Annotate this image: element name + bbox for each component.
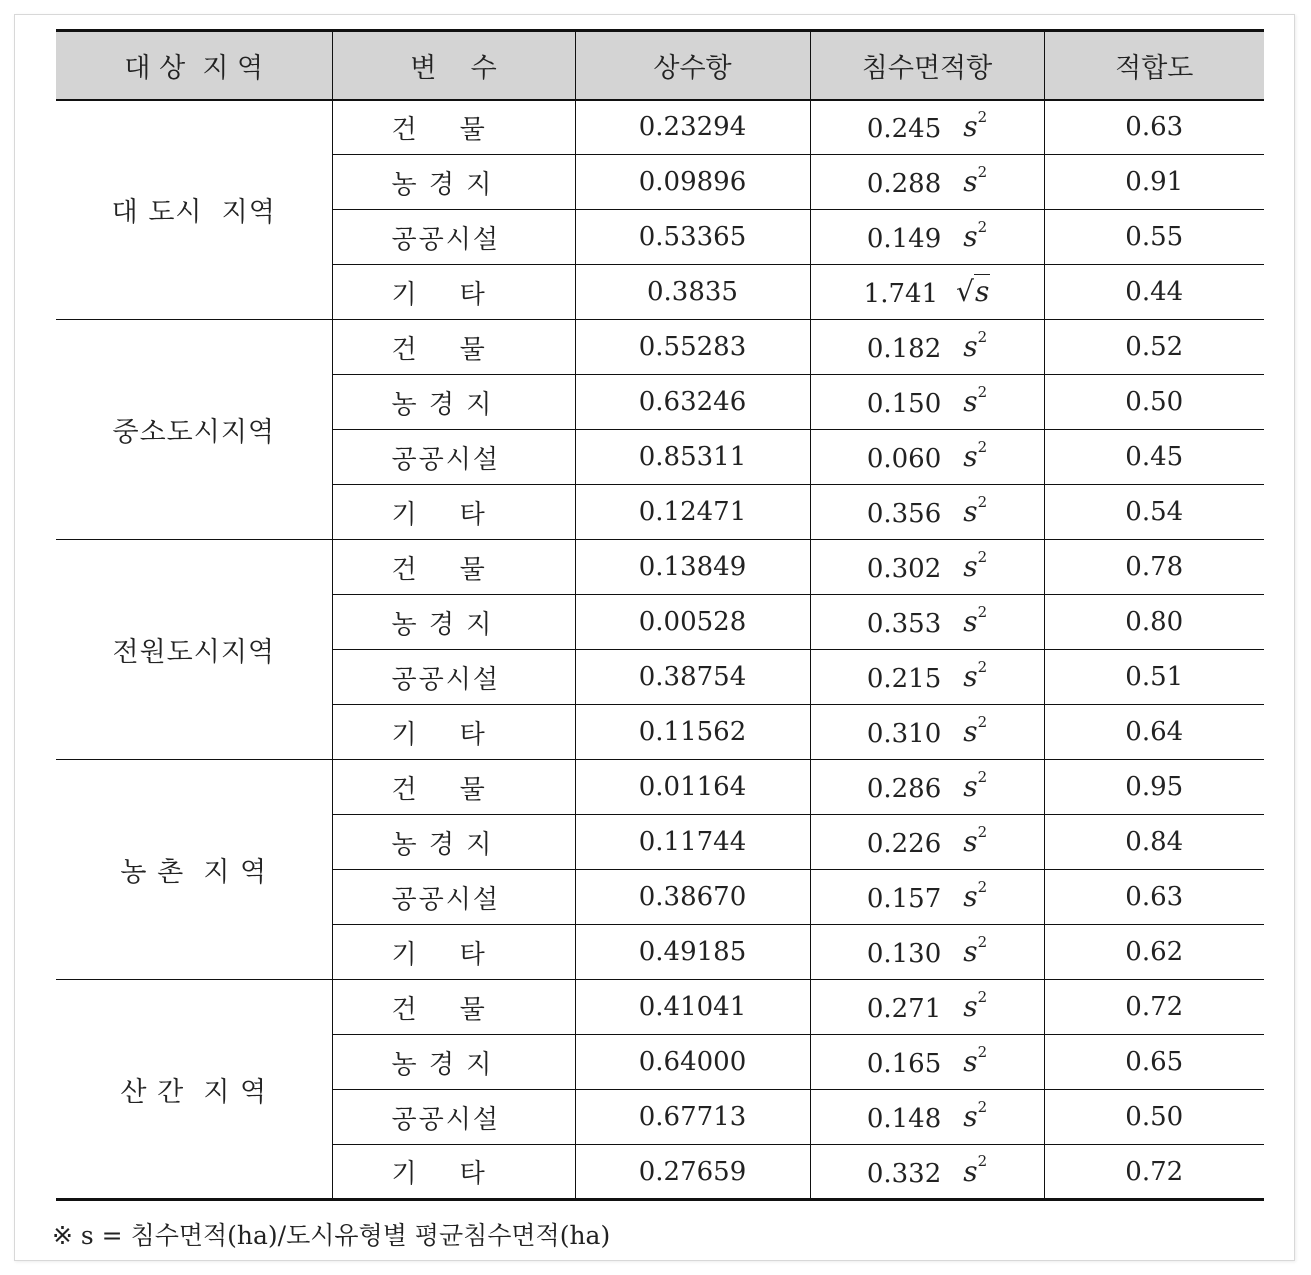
constant-cell: 0.3835 <box>575 265 810 320</box>
constant-cell: 0.00528 <box>575 595 810 650</box>
variable-cell <box>332 430 575 485</box>
s-base: s <box>963 770 978 803</box>
coefficient: 0.353 <box>866 609 942 639</box>
constant-cell: 0.13849 <box>575 540 810 595</box>
coefficient: 0.149 <box>866 224 942 254</box>
region-cell: 산 간 지 역 <box>56 980 332 1200</box>
area-term-cell <box>810 870 1044 925</box>
constant-cell: 0.53365 <box>575 210 810 265</box>
coefficient: 0.226 <box>866 829 942 859</box>
s-squared-symbol <box>963 1097 988 1133</box>
variable-cell <box>332 705 575 760</box>
constant-cell: 0.09896 <box>575 155 810 210</box>
s-exponent: 2 <box>977 1152 988 1171</box>
s-base: s <box>963 330 978 363</box>
s-squared-symbol <box>963 327 988 363</box>
fit-cell: 0.80 <box>1044 595 1264 650</box>
variable-label: 공공시설 <box>391 664 500 695</box>
variable-label: 건 물 <box>391 554 487 585</box>
area-term-cell <box>810 540 1044 595</box>
s-exponent: 2 <box>977 877 988 896</box>
coefficient: 0.215 <box>866 664 942 694</box>
s-exponent: 2 <box>977 437 988 456</box>
area-term-cell <box>810 705 1044 760</box>
variable-cell <box>332 760 575 815</box>
fit-cell: 0.50 <box>1044 375 1264 430</box>
variable-cell <box>332 540 575 595</box>
constant-cell: 0.41041 <box>575 980 810 1035</box>
fit-cell: 0.52 <box>1044 320 1264 375</box>
fit-cell: 0.64 <box>1044 705 1264 760</box>
s-squared-symbol <box>963 822 988 858</box>
header-constant: 상수항 <box>575 31 810 100</box>
constant-cell: 0.01164 <box>575 760 810 815</box>
s-base: s <box>963 1154 978 1188</box>
fit-cell: 0.62 <box>1044 925 1264 980</box>
constant-cell: 0.38754 <box>575 650 810 705</box>
coefficient: 0.286 <box>866 774 942 804</box>
area-term-cell <box>810 210 1044 265</box>
s-exponent: 2 <box>977 162 988 181</box>
s-squared-symbol <box>963 492 988 528</box>
variable-label: 건 물 <box>391 114 487 145</box>
s-squared-symbol <box>963 547 988 583</box>
variable-label: 농 경 지 <box>391 1049 494 1080</box>
area-term-cell <box>810 430 1044 485</box>
s-exponent: 2 <box>977 1097 988 1116</box>
s-base: s <box>963 550 978 583</box>
s-base: s <box>963 880 978 913</box>
s-exponent: 2 <box>977 1042 988 1061</box>
fit-cell: 0.54 <box>1044 485 1264 540</box>
fit-cell: 0.84 <box>1044 815 1264 870</box>
header-fit: 적합도 <box>1044 31 1264 100</box>
area-term-cell <box>810 815 1044 870</box>
fit-cell: 0.78 <box>1044 540 1264 595</box>
s-squared-symbol <box>963 932 988 968</box>
variable-label: 공공시설 <box>391 1104 500 1135</box>
s-exponent: 2 <box>977 822 988 841</box>
variable-cell <box>332 155 575 210</box>
variable-cell <box>332 210 575 265</box>
s-base: s <box>963 220 978 253</box>
s-squared-symbol <box>963 162 988 198</box>
fit-cell: 0.63 <box>1044 870 1264 925</box>
region-cell: 중소도시지역 <box>56 320 332 540</box>
constant-cell: 0.11744 <box>575 815 810 870</box>
header-area-term: 침수면적항 <box>810 31 1044 100</box>
area-term-cell <box>810 1145 1044 1200</box>
variable-label: 농 경 지 <box>391 609 494 640</box>
variable-label: 건 물 <box>391 334 487 365</box>
region-cell: 전원도시지역 <box>56 540 332 760</box>
s-base: s <box>963 1045 978 1078</box>
header-variable: 변 수 <box>332 31 575 100</box>
area-term-cell <box>810 155 1044 210</box>
table-row <box>56 100 1264 155</box>
s-squared-symbol <box>963 657 988 693</box>
fit-cell: 0.65 <box>1044 1035 1264 1090</box>
coefficient: 0.302 <box>866 554 942 584</box>
s-squared-symbol <box>963 602 988 638</box>
variable-cell <box>332 815 575 870</box>
coefficient: 0.245 <box>866 114 942 145</box>
s-squared-symbol <box>963 712 988 748</box>
s-base: s <box>963 715 978 748</box>
constant-cell: 0.27659 <box>575 1145 810 1200</box>
s-base: s <box>963 605 978 638</box>
coefficient: 0.148 <box>866 1104 942 1134</box>
constant-cell: 0.55283 <box>575 320 810 375</box>
coefficient: 0.332 <box>866 1158 942 1189</box>
variable-label: 건 물 <box>391 774 487 805</box>
fit-cell: 0.55 <box>1044 210 1264 265</box>
area-term-cell <box>810 980 1044 1035</box>
coefficient: 0.271 <box>866 994 942 1024</box>
coefficient: 0.060 <box>866 444 942 474</box>
header-region: 대 상 지 역 <box>56 31 332 100</box>
coefficient: 0.150 <box>866 389 942 419</box>
variable-label: 기 타 <box>391 499 487 530</box>
variable-cell <box>332 1035 575 1090</box>
variable-cell <box>332 375 575 430</box>
s-exponent: 2 <box>977 217 988 236</box>
s-squared-symbol <box>963 1152 988 1188</box>
s-exponent: 2 <box>977 932 988 951</box>
variable-label: 농 경 지 <box>391 169 494 200</box>
area-term-cell <box>810 1035 1044 1090</box>
variable-label: 공공시설 <box>391 884 500 915</box>
area-term-cell <box>810 485 1044 540</box>
coefficient: 0.130 <box>866 939 942 969</box>
s-base: s <box>963 935 978 968</box>
s-base: s <box>963 660 978 693</box>
area-term-cell <box>810 100 1044 155</box>
area-term-cell <box>810 760 1044 815</box>
s-squared-symbol <box>963 107 988 144</box>
fit-cell: 0.72 <box>1044 980 1264 1035</box>
variable-cell <box>332 595 575 650</box>
fit-cell: 0.72 <box>1044 1145 1264 1200</box>
s-exponent: 2 <box>977 107 988 126</box>
fit-cell: 0.95 <box>1044 760 1264 815</box>
radical-argument: s <box>974 275 990 308</box>
table-row <box>56 320 1264 375</box>
coefficient: 0.157 <box>866 884 942 914</box>
table-row <box>56 760 1264 815</box>
s-base: s <box>963 825 978 858</box>
constant-cell: 0.64000 <box>575 1035 810 1090</box>
coefficient: 0.310 <box>866 719 942 749</box>
s-base: s <box>963 440 978 473</box>
s-squared-symbol <box>963 767 988 803</box>
constant-cell: 0.38670 <box>575 870 810 925</box>
s-exponent: 2 <box>977 987 988 1006</box>
radical-sign: √ <box>956 275 974 308</box>
s-base: s <box>963 385 978 418</box>
s-exponent: 2 <box>977 712 988 731</box>
variable-cell <box>332 980 575 1035</box>
constant-cell: 0.85311 <box>575 430 810 485</box>
variable-label: 농 경 지 <box>391 389 494 420</box>
constant-cell: 0.67713 <box>575 1090 810 1145</box>
s-squared-symbol <box>963 987 988 1023</box>
s-squared-symbol <box>963 382 988 418</box>
s-exponent: 2 <box>977 327 988 346</box>
constant-cell: 0.49185 <box>575 925 810 980</box>
coefficient: 0.288 <box>866 169 942 199</box>
s-base: s <box>963 1100 978 1133</box>
header-row <box>56 31 1264 100</box>
footnote: ※ s = 침수면적(ha)/도시유형별 평균침수면적(ha) <box>52 1221 611 1250</box>
variable-cell <box>332 925 575 980</box>
table-body <box>56 100 1264 1200</box>
regression-table <box>56 29 1264 1201</box>
s-exponent: 2 <box>977 767 988 786</box>
variable-label: 기 타 <box>391 279 487 310</box>
variable-label: 기 타 <box>391 1159 487 1189</box>
variable-label: 공공시설 <box>391 224 500 255</box>
constant-cell: 0.11562 <box>575 705 810 760</box>
area-term-cell <box>810 1090 1044 1145</box>
fit-cell: 0.45 <box>1044 430 1264 485</box>
area-term-cell <box>810 650 1044 705</box>
s-base: s <box>963 165 978 198</box>
fit-cell: 0.63 <box>1044 100 1264 155</box>
s-exponent: 2 <box>977 602 988 621</box>
coefficient: 0.356 <box>866 499 942 529</box>
s-squared-symbol <box>963 877 988 913</box>
area-term-cell <box>810 375 1044 430</box>
constant-cell: 0.23294 <box>575 100 810 155</box>
variable-cell <box>332 265 575 320</box>
fit-cell: 0.44 <box>1044 265 1264 320</box>
fit-cell: 0.51 <box>1044 650 1264 705</box>
variable-label: 기 타 <box>391 719 487 750</box>
s-exponent: 2 <box>977 547 988 566</box>
s-base: s <box>963 110 978 144</box>
fit-cell: 0.50 <box>1044 1090 1264 1145</box>
variable-cell <box>332 650 575 705</box>
variable-cell <box>332 1145 575 1200</box>
variable-cell <box>332 100 575 155</box>
variable-cell <box>332 485 575 540</box>
s-base: s <box>963 495 978 528</box>
variable-label: 기 타 <box>391 939 487 970</box>
fit-cell: 0.91 <box>1044 155 1264 210</box>
variable-cell <box>332 1090 575 1145</box>
variable-label: 공공시설 <box>391 444 500 475</box>
table-row <box>56 980 1264 1035</box>
s-exponent: 2 <box>977 382 988 401</box>
variable-label: 농 경 지 <box>391 829 494 860</box>
constant-cell: 0.12471 <box>575 485 810 540</box>
coefficient: 0.182 <box>866 334 942 364</box>
sqrt-s-symbol <box>956 275 990 308</box>
area-term-cell <box>810 320 1044 375</box>
s-squared-symbol <box>963 437 988 473</box>
table-row <box>56 540 1264 595</box>
coefficient: 0.165 <box>866 1049 942 1079</box>
coefficient: 1.741 <box>863 279 939 309</box>
s-squared-symbol <box>963 217 988 253</box>
s-base: s <box>963 990 978 1023</box>
region-cell: 농 촌 지 역 <box>56 760 332 980</box>
region-cell: 대 도시 지역 <box>56 100 332 320</box>
area-term-cell <box>810 925 1044 980</box>
area-term-cell <box>810 595 1044 650</box>
s-squared-symbol <box>963 1042 988 1078</box>
variable-label: 건 물 <box>391 994 487 1025</box>
variable-cell <box>332 320 575 375</box>
s-exponent: 2 <box>977 657 988 676</box>
area-term-cell <box>810 265 1044 320</box>
constant-cell: 0.63246 <box>575 375 810 430</box>
variable-cell <box>332 870 575 925</box>
s-exponent: 2 <box>977 492 988 511</box>
